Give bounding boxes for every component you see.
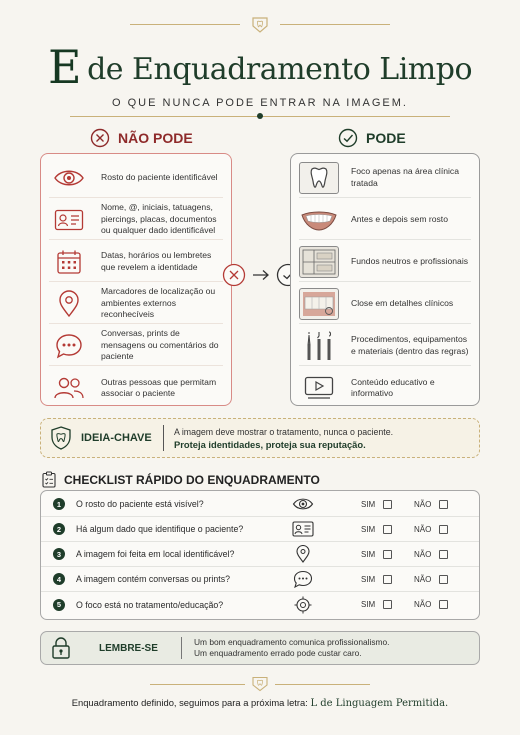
question-text: O foco está no tratamento/educação? (76, 599, 224, 610)
no-option (414, 575, 448, 584)
not-allowed-item (49, 326, 223, 366)
question-number: 4 (53, 573, 65, 585)
question-text: A imagem foi feita em local identificável? (76, 549, 235, 559)
good-column-heading (338, 127, 406, 149)
tooth-badge-icon (251, 676, 269, 692)
allowed-panel (290, 153, 480, 406)
title-initial: E (47, 40, 82, 94)
yes-option (361, 600, 392, 609)
title-text: de Enquadramento Limpo (87, 52, 473, 87)
x-circle-icon (90, 128, 110, 148)
checklist-heading (42, 471, 320, 488)
id-card-icon (54, 209, 84, 231)
chat-bubble-icon (293, 570, 313, 588)
smile-icon (299, 207, 339, 233)
yes-checkbox[interactable] (383, 600, 392, 609)
no-checkbox[interactable] (439, 550, 448, 559)
calendar-icon (56, 249, 82, 275)
allowed-item (299, 158, 471, 198)
lock-icon (51, 637, 71, 659)
dental-tools-icon (302, 330, 336, 362)
yes-checkbox[interactable] (383, 525, 392, 534)
subtitle-dot (257, 113, 263, 119)
not-allowed-item (49, 200, 223, 240)
no-option (414, 550, 448, 559)
allowed-item (299, 326, 471, 366)
clipboard-icon (42, 471, 56, 488)
no-label: NÃO (414, 524, 432, 534)
not-allowed-item (49, 284, 223, 324)
no-checkbox[interactable] (439, 525, 448, 534)
location-pin-icon (58, 290, 80, 318)
bad-column-heading-text: NÃO PODE (118, 130, 193, 146)
key-idea-line2: Proteja identidades, proteja sua reputação. (174, 438, 366, 450)
yes-option (361, 575, 392, 584)
allowed-item (299, 242, 471, 282)
key-idea-label: IDEIA-CHAVE (81, 432, 152, 444)
not-allowed-item-text: Marcadores de localização ou ambientes externos reconhecíveis (101, 286, 216, 320)
checklist-row (41, 542, 479, 567)
not-allowed-item (49, 158, 223, 198)
yes-checkbox[interactable] (383, 550, 392, 559)
allowed-item-text: Foco apenas na área clínica tratada (351, 166, 459, 188)
yes-option (361, 550, 392, 559)
divider (181, 637, 182, 659)
yes-label: SIM (361, 574, 376, 584)
checklist-heading-text: CHECKLIST RÁPIDO DO ENQUADRAMENTO (64, 472, 320, 487)
yes-option (361, 500, 392, 509)
key-idea-box (40, 418, 480, 458)
remember-box (40, 631, 480, 665)
key-idea-line1: A imagem deve mostrar o tratamento, nunca o paciente. (174, 426, 394, 437)
no-option (414, 500, 448, 509)
key-idea-text (174, 427, 393, 450)
check-circle-icon (338, 128, 358, 148)
question-text: Há algum dado que identifique o paciente? (76, 524, 244, 534)
ornament-line (275, 684, 370, 685)
location-pin-icon (296, 545, 310, 563)
remember-line1: Um bom enquadramento comunica profissionalismo. (194, 637, 390, 647)
bottom-ornament (150, 676, 370, 692)
checklist-row (41, 492, 479, 517)
no-checkbox[interactable] (439, 575, 448, 584)
chat-bubble-icon (55, 333, 83, 359)
footer (0, 697, 520, 709)
id-card-icon (292, 521, 314, 537)
yes-checkbox[interactable] (383, 500, 392, 509)
not-allowed-item (49, 242, 223, 282)
yes-label: SIM (361, 499, 376, 509)
question-number: 3 (53, 548, 65, 560)
yes-label: SIM (361, 549, 376, 559)
not-allowed-item (49, 368, 223, 408)
footer-text: Enquadramento definido, seguimos para a próxima letra: (71, 697, 308, 708)
play-video-icon (304, 376, 334, 400)
divider (163, 425, 164, 451)
question-text: A imagem contém conversas ou prints? (76, 574, 231, 584)
allowed-item-text: Procedimentos, equipamentos e materiais (dentro das regras) (351, 334, 469, 356)
no-label: NÃO (414, 600, 432, 609)
not-allowed-item-text: Nome, @, iniciais, tatuagens, piercings, placas, documentos ou qualquer dado identificável (101, 202, 217, 236)
question-number: 1 (53, 498, 65, 510)
not-allowed-item-text: Outras pessoas que permitam associar o paciente (101, 376, 217, 398)
ornament-line (130, 24, 240, 25)
target-icon (294, 596, 312, 614)
no-label: NÃO (414, 499, 432, 509)
eye-icon (292, 496, 314, 512)
top-ornament (130, 16, 390, 34)
good-column-heading-text: PODE (366, 130, 406, 146)
question-number: 5 (53, 599, 65, 611)
neutral-background-icon (302, 249, 336, 275)
tooth-badge-icon (250, 16, 270, 34)
tooth-icon (308, 166, 330, 190)
checklist-row (41, 517, 479, 542)
tooth-shield-icon (50, 426, 72, 450)
allowed-item (299, 284, 471, 324)
yes-option (361, 525, 392, 534)
people-icon (53, 376, 85, 400)
no-checkbox[interactable] (439, 600, 448, 609)
checklist-row (41, 567, 479, 592)
no-label: NÃO (414, 549, 432, 559)
not-allowed-panel (40, 153, 232, 406)
not-allowed-item-text: Datas, horários ou lembretes que revelem a identidade (101, 250, 212, 272)
checklist-box (40, 490, 480, 620)
no-checkbox[interactable] (439, 500, 448, 509)
page-title (0, 40, 520, 94)
allowed-item-text: Fundos neutros e profissionais (351, 255, 469, 266)
ornament-line (280, 24, 390, 25)
remember-text (194, 637, 390, 659)
ornament-line (150, 684, 245, 685)
bad-column-heading (90, 127, 193, 149)
eye-icon (53, 167, 85, 189)
yes-label: SIM (361, 524, 376, 534)
allowed-item (299, 368, 471, 408)
checklist-row (41, 592, 479, 617)
no-option (414, 525, 448, 534)
remember-line2: Um enquadramento errado pode custar caro. (194, 648, 362, 658)
yes-checkbox[interactable] (383, 575, 392, 584)
remember-label: LEMBRE-SE (99, 642, 158, 654)
footer-next-letter: L de Linguagem Permitida. (310, 698, 449, 709)
closeup-teeth-icon (302, 291, 336, 317)
question-number: 2 (53, 523, 65, 535)
page-subtitle: O QUE NUNCA PODE ENTRAR NA IMAGEM. (112, 97, 408, 109)
allowed-item-text: Antes e depois sem rosto (351, 213, 448, 224)
no-label: NÃO (414, 574, 432, 584)
no-option (414, 600, 448, 609)
yes-label: SIM (361, 600, 376, 609)
allowed-item (299, 200, 471, 240)
question-text: O rosto do paciente está visível? (76, 499, 204, 509)
allowed-item-text: Close em detalhes clínicos (351, 297, 454, 308)
allowed-item-text: Conteúdo educativo e informativo (351, 376, 435, 398)
not-allowed-item-text: Conversas, prints de mensagens ou comentários do paciente (101, 328, 219, 362)
not-allowed-item-text: Rosto do paciente identificável (101, 171, 218, 182)
